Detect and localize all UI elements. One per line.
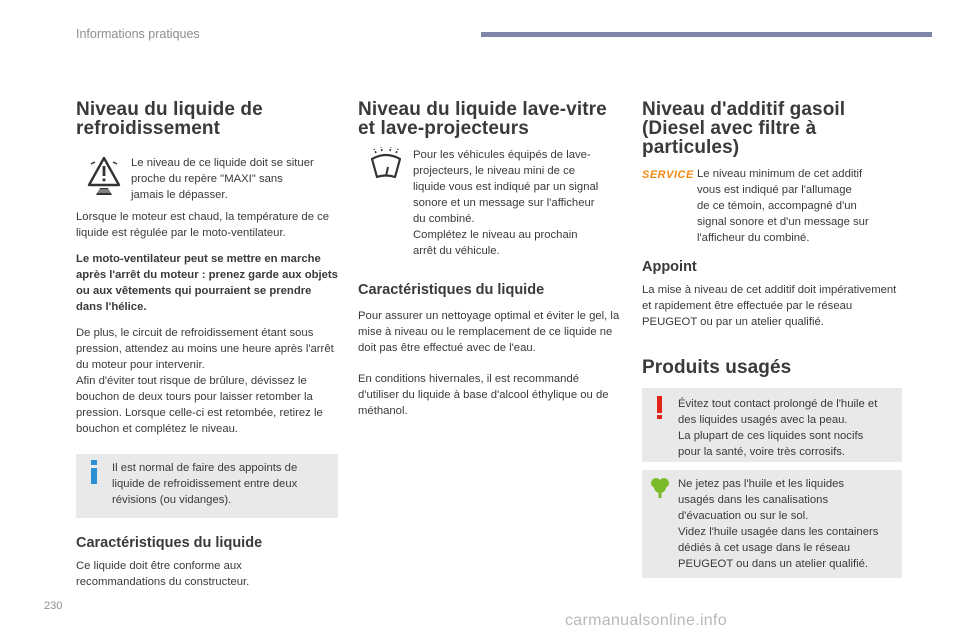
coolant-warning-icon [76, 155, 131, 197]
used-products-warning-text: Évitez tout contact prolongé de l'huile et des liquides usagés avec la peau. La plupart de ces liquides sont nocifs pour la santé, voire très corrosifs. [678, 398, 878, 458]
column-coolant [76, 100, 338, 590]
additive-icon-row [642, 166, 904, 246]
coolant-icon-text: Le niveau de ce liquide doit se situer proche du repère "MAXI" sans jamais le dépasser. [131, 157, 314, 201]
washer-icon-row [358, 147, 620, 259]
header-accent-bar [481, 32, 932, 37]
used-products-title: Produits usagés [642, 357, 792, 378]
tree-icon [642, 476, 678, 498]
additive-icon-text: Le niveau minimum de cet additif vous est indiqué par l'allumage de ce témoin, accompagné d'un signal sonore et d'un message sur l'afficheur du combiné. [697, 168, 869, 244]
coolant-info-text: Il est normal de faire des appoints de liquide de refroidissement entre deux révisions (ou vidanges). [112, 462, 298, 506]
used-products-env-text: Ne jetez pas l'huile et les liquides usagés dans les canalisations d'évacuation ou sur le sol. Videz l'huile usagée dans les containers dédiés à cet usage dans le réseau PEUGEOT ou dans un atelier qualifié. [678, 478, 879, 570]
used-products-warning-note [642, 388, 902, 462]
section-header: Informations pratiques [76, 27, 200, 41]
coolant-title: Niveau du liquide de refroidissement [76, 99, 263, 139]
watermark: carmanualsonline.info [565, 612, 727, 629]
refill-text: La mise à niveau de cet additif doit impérativement et rapidement être effectuée par le réseau PEUGEOT ou par un atelier qualifié. [642, 284, 897, 328]
coolant-paragraph-2: De plus, le circuit de refroidissement étant sous pression, attendez au moins une heure après l'arrêt du moteur pour intervenir. Afin d'éviter tout risque de brûlure, dévissez le bouchon de deux tours pour laisser retomber la pression. Lorsque celle-ci est retombée, retirez le bouchon et complétez le niveau. [76, 327, 334, 435]
column-additive [642, 100, 904, 578]
coolant-icon-row [76, 155, 338, 203]
refill-title: Appoint [642, 259, 697, 275]
coolant-specs-text: Ce liquide doit être conforme aux recommandations du constructeur. [76, 560, 250, 588]
service-icon: SERVICE [642, 169, 694, 181]
coolant-specs-title: Caractéristiques du liquide [76, 535, 263, 551]
column-washer [358, 100, 620, 419]
coolant-fan-warning: Le moto-ventilateur peut se mettre en marche après l'arrêt du moteur : prenez garde aux objets ou aux vêtements qui pourraient se prendre dans l'hélice. [76, 253, 338, 313]
washer-icon-text: Pour les véhicules équipés de lave- projecteurs, le niveau mini de ce liquide vous est indiqué par un signal sonore et un message sur l'afficheur du combiné. Complétez le niveau au prochain arrêt du véhicule. [413, 149, 599, 257]
coolant-paragraph-1: Lorsque le moteur est chaud, la température de ce liquide est régulée par le moto-ventilateur. [76, 211, 330, 239]
info-icon [76, 460, 112, 484]
coolant-info-note [76, 454, 338, 518]
used-products-env-note [642, 470, 902, 578]
additive-title: Niveau d'additif gasoil (Diesel avec filtre à particules) [642, 99, 846, 158]
washer-fluid-icon [358, 147, 413, 181]
washer-paragraph-1: Pour assurer un nettoyage optimal et éviter le gel, la mise à niveau ou le remplacement de ce liquide ne doit pas être effectué avec de l'eau. [358, 310, 620, 354]
washer-title: Niveau du liquide lave-vitre et lave-projecteurs [358, 99, 607, 139]
washer-specs-title: Caractéristiques du liquide [358, 282, 545, 298]
exclamation-icon [642, 396, 678, 420]
page-number: 230 [44, 600, 63, 612]
washer-paragraph-2: En conditions hivernales, il est recommandé d'utiliser du liquide à base d'alcool éthylique ou de méthanol. [358, 373, 609, 417]
